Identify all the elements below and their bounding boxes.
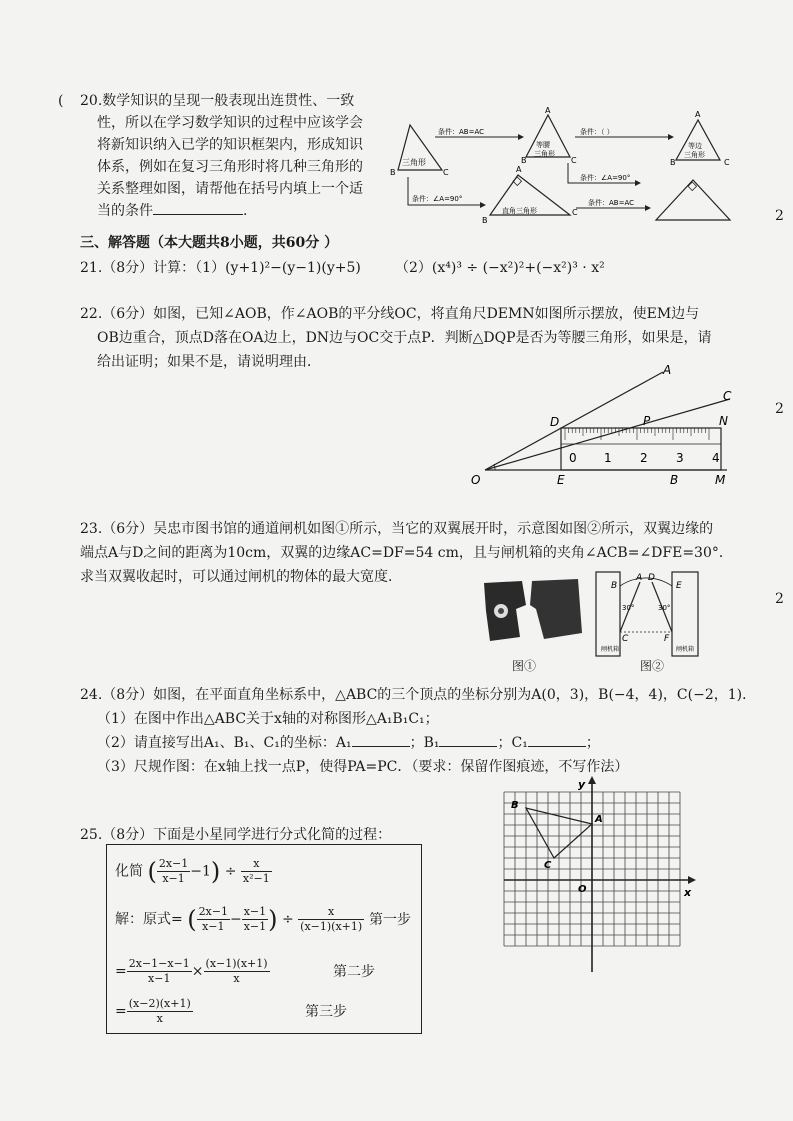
ruler-ticks	[565, 428, 709, 440]
tri2-label: 等腰	[536, 141, 550, 149]
q25-step3-row	[115, 997, 193, 1026]
paren-open: (	[147, 857, 157, 886]
tri2-C: C	[571, 156, 577, 165]
label-E: E	[676, 581, 682, 591]
frac-2x-1-over-x-1: $\frac{2x-1}{x-1}$	[158, 857, 189, 885]
tri1-label: 三角形	[402, 158, 426, 167]
q23-line-2: 端点A与D之间的距离为10cm，双翼的边缘AC=DF=54 cm，且与闸机箱的夹角∠ACB=∠DFE=30°．	[80, 545, 733, 561]
label-B: B	[670, 473, 679, 487]
section-3-heading: 三、解答题（本大题共8小题，共60分 ）	[80, 235, 339, 251]
step1-minus: −	[229, 911, 242, 928]
label-A: A	[663, 363, 672, 377]
minus-one: −1	[190, 863, 211, 880]
q20-suffix: .	[243, 203, 248, 219]
tri1-C: C	[443, 168, 449, 177]
arrow-5-head	[645, 205, 651, 211]
q22-line-2: OB边重合，顶点D落在OA边上，DN边与OC交于点P．判断△DQP是否为等腰三角形，如果是，请	[97, 330, 712, 346]
step1-frac-1: $\frac{2x-1}{x-1}$	[198, 905, 228, 933]
q24-p2-end: ；	[585, 735, 600, 751]
step1-frac-2: $\frac{x-1}{x-1}$	[243, 905, 267, 933]
tri3-label: 等边	[688, 142, 702, 150]
cond5: 条件：AB=AC	[588, 199, 635, 207]
q25-step1-row	[115, 905, 364, 934]
q24-part-1: （1）在图中作出△ABC关于x轴的对称图形△A₁B₁C₁；	[97, 711, 439, 727]
angle-right: 30°	[658, 604, 671, 612]
q24-A1-blank[interactable]	[352, 732, 410, 747]
q22-ruler-diagram	[465, 362, 745, 492]
q22-line-1: 22.（6分）如图，已知∠AOB，作∠AOB的平分线OC，将直角尺DEMN如图所示摆放，使EM边与	[80, 306, 700, 322]
q24-stem: 24.（8分）如图，在平面直角坐标系中，△ABC的三个顶点的坐标分别为A(0，3)，B(−4，4)，C(−2，1)．	[80, 687, 757, 703]
q20-line-5: 关系整理如图，请帮他在括号内填上一个适	[97, 181, 363, 197]
gate-diagram	[592, 566, 710, 658]
step3-eq: =	[115, 1003, 127, 1020]
gate-box-right-label: 闸机箱	[676, 646, 695, 653]
point-B-label: B	[511, 800, 519, 811]
gate-sensor-center	[498, 608, 504, 614]
paren-close: )	[210, 857, 221, 886]
q23-line-3: 求当双翼收起时，可以通过闸机的物体的最大宽度．	[80, 569, 402, 585]
tri4-A: A	[516, 165, 522, 174]
tri3-A: A	[695, 110, 701, 119]
label-A: A	[636, 573, 643, 583]
q25-stem: 25.（8分）下面是小星同学进行分式化简的过程：	[80, 827, 392, 843]
label-F: F	[664, 634, 670, 644]
tri4-B: B	[482, 216, 488, 225]
label-D: D	[550, 415, 560, 429]
q20-last-text: 当的条件	[97, 203, 153, 219]
point-A-label: A	[595, 814, 603, 825]
step1-paren-open: (	[187, 905, 197, 934]
label-C: C	[723, 389, 732, 403]
step2-eq: =	[115, 963, 127, 980]
q24-B1-blank[interactable]	[439, 732, 497, 747]
triangle-isosceles-right	[656, 180, 730, 220]
tri3-C: C	[724, 158, 730, 167]
step1-paren-close: )	[268, 905, 278, 934]
tri2-label-2: 三角形	[534, 150, 555, 158]
q25-solution-box	[106, 844, 422, 1034]
q25-step2-row	[115, 957, 270, 986]
coordinate-grid	[498, 772, 698, 972]
gate-photo	[478, 575, 588, 650]
q20-line-2: 性，所以在学习数学知识的过程中应该学会	[97, 115, 363, 131]
step3-frac: $\frac{(x-2)(x+1)}{x}$	[128, 997, 191, 1025]
q22-line-3: 给出证明；如果不是，请说明理由．	[97, 354, 321, 370]
frac-x-over-x2-1: $\frac{x}{\text{x²−1}}$	[242, 857, 270, 885]
tick-0: 0	[569, 451, 577, 465]
tri2-A: A	[545, 106, 551, 115]
fig1-caption: 图①	[512, 659, 537, 673]
label-M: M	[715, 473, 726, 487]
tick-3: 3	[676, 451, 684, 465]
div-sign: ÷	[224, 863, 237, 880]
tri3-B: B	[670, 158, 676, 167]
cond1: 条件：AB=AC	[438, 128, 485, 136]
label-B: B	[611, 581, 618, 591]
tri2-B: B	[521, 156, 527, 165]
margin-mark-1: 2	[775, 208, 784, 224]
tri4-C: C	[572, 208, 578, 217]
tick-4: 4	[712, 451, 720, 465]
label-D: D	[648, 573, 655, 583]
margin-mark-2: 2	[775, 401, 784, 417]
q24-C1-blank[interactable]	[528, 732, 586, 747]
arrow-3-head	[635, 180, 641, 186]
y-axis-arrow	[588, 776, 596, 784]
step1-frac-3: $\frac{x}{(x-1)(x+1)}$	[300, 905, 363, 933]
origin-label: O	[578, 884, 587, 895]
label-P: P	[643, 414, 651, 428]
label-N: N	[719, 414, 728, 428]
q21-part2: （2）(x⁴)³ ÷ (−x²)²+(−x²)³ · x²	[395, 260, 605, 276]
x-axis-arrow	[688, 876, 696, 884]
q24-p2-c: ；C₁	[497, 735, 528, 751]
fig2-caption: 图②	[640, 659, 665, 673]
label-C: C	[622, 634, 629, 644]
cond3: 条件：∠A=90°	[580, 174, 631, 182]
angle-left: 30°	[622, 604, 635, 612]
arrow-1-head	[518, 134, 524, 140]
q20-marker: (	[58, 93, 64, 109]
arrow-2-head	[668, 134, 674, 140]
tri3-label-2: 三角形	[684, 151, 705, 159]
x-axis-label: x	[684, 886, 692, 899]
q24-part-2	[97, 732, 600, 754]
tri4-label: 直角三角形	[502, 207, 537, 215]
tri1-B: B	[390, 168, 396, 177]
solution-label: 解：原式=	[115, 911, 183, 928]
swing-arc	[620, 578, 672, 586]
arrow-4-head	[480, 202, 486, 208]
step2-times: ×	[191, 963, 204, 980]
step2-label: 第二步	[333, 964, 375, 980]
tick-2: 2	[640, 451, 648, 465]
margin-mark-3: 2	[775, 591, 784, 607]
gate-box-left-label: 闸机箱	[601, 646, 620, 653]
q20-line-1: 20.数学知识的呈现一般表现出连贯性、一致	[80, 93, 355, 109]
gate-wing-right	[530, 579, 582, 639]
step1-div: ÷	[281, 911, 294, 928]
label-O: O	[471, 473, 481, 487]
label-E: E	[557, 473, 565, 487]
q20-line-3: 将新知识纳入已学的知识框架内，形成知识	[97, 137, 363, 153]
tick-1: 1	[604, 451, 612, 465]
q24-part-3: （3）尺规作图：在x轴上找一点P，使得PA=PC．（要求：保留作图痕迹，不写作法）	[97, 759, 629, 775]
q21-stem: 21.（8分）计算：（1）(y+1)²−(y−1)(y+5)	[80, 260, 361, 276]
step2-frac-1: $\frac{2x-1-x-1}{x-1}$	[128, 957, 190, 985]
step1-label: 第一步	[369, 912, 411, 928]
q20-line-4: 体系，例如在复习三角形时将几种三角形的	[97, 159, 363, 175]
q24-p2-prefix: （2）请直接写出A₁、B₁、C₁的坐标：A₁	[97, 735, 352, 751]
step3-label: 第三步	[305, 1004, 347, 1020]
q20-line-6	[97, 200, 247, 222]
q20-triangle-diagram	[390, 105, 775, 230]
q24-p2-b: ；B₁	[409, 735, 440, 751]
q23-line-1: 23.（6分）吴忠市图书馆的通道闸机如图①所示，当它的双翼展开时，示意图如图②所示，双翼边缘的	[80, 521, 714, 537]
simplify-label: 化简	[115, 863, 143, 880]
q25-simplify-row	[115, 857, 272, 886]
q20-answer-blank[interactable]	[153, 200, 243, 215]
cond2: 条件：（ ）	[580, 128, 614, 136]
point-C-label: C	[544, 860, 552, 871]
step2-frac-2: $\frac{(x-1)(x+1)}{x}$	[205, 957, 268, 985]
cond4: 条件：∠A=90°	[412, 195, 463, 203]
y-axis-label: y	[578, 778, 586, 791]
